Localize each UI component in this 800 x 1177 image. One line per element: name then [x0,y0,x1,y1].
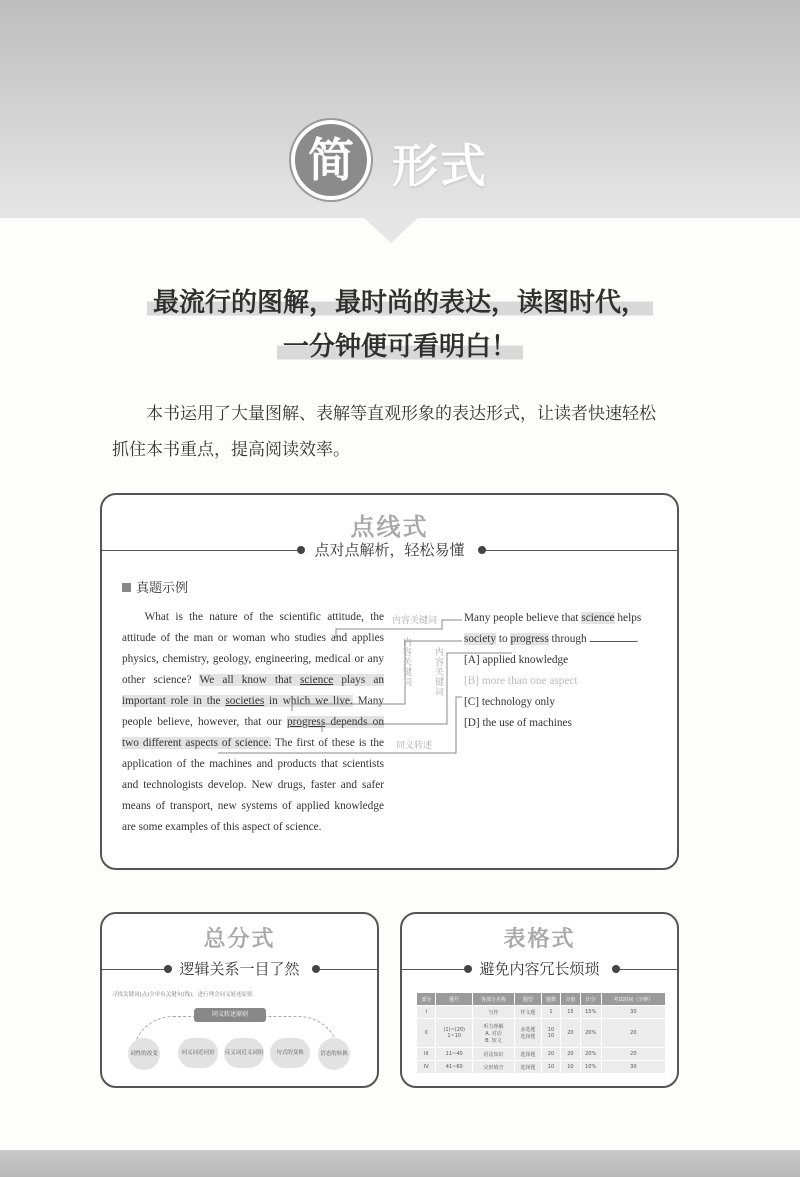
intro-paragraph: 本书运用了大量图解、表解等直观形象的表达形式，让读者快速轻松抓住本书重点，提高阅读效率。 [112,404,656,460]
total-rule-right [320,969,377,970]
stem-end: . [635,633,639,645]
passage-hl-1a: We all know that [199,674,301,686]
answer-blank [590,631,636,642]
option-c [464,692,666,713]
footer-band [0,1150,800,1177]
table-cell: 15% [580,1006,601,1019]
stem-part-3: to [496,633,511,645]
table-cell: 20 [601,1019,665,1048]
hero-badge [291,120,371,200]
tree-leaf-3: 反义词近义词组 [224,1038,264,1068]
passage-keyword-science: science [300,674,334,686]
table-cell: 10% [580,1061,601,1074]
option-a [464,650,666,671]
table-row [417,1019,666,1048]
table-rule-right [620,969,677,970]
passage-hl-1e: in which we live. [264,695,353,707]
stem-keyword-science: science [581,612,615,624]
table-cell: 语法知识 [473,1048,515,1061]
stem-part-1: Many people believe that [464,612,582,624]
total-subtitle-row [102,958,377,980]
stem-keyword-society: society [464,633,496,645]
table-cell: III [417,1048,436,1061]
label-keyword-vertical-1: 内容关键词 [401,637,411,687]
question-stem [464,608,666,650]
table-cell: 听力理解 A. 对话 B. 短文 [473,1019,515,1048]
tree-leaf-5: 语态的转换 [318,1038,350,1070]
table-row [417,1061,666,1074]
table-cell: IV [417,1061,436,1074]
table-cell: 20% [580,1019,601,1048]
table-subtitle: 避免内容冗长烦琐 [479,960,600,978]
table-cell [436,1006,473,1019]
dotline-title: 点线式 [350,513,429,541]
table-cell: (1)~(20) 1~10 [436,1019,473,1048]
hero-badge-char: 简 [308,133,354,187]
option-b-text: more than one aspect [481,675,578,687]
option-a-key: [A] [464,654,480,666]
option-d-key: [D] [464,717,480,729]
table-cell: 15 [561,1006,580,1019]
dotline-subtitle: 点对点解析，轻松易懂 [314,541,465,559]
table-title: 表格式 [503,927,576,952]
table-cell: 选择题 [514,1061,541,1074]
label-keyword-top: 内容关键词 [392,616,438,626]
tree-leaf-4: 句式的变换 [270,1038,310,1068]
option-a-text: applied knowledge [482,654,569,666]
option-d [464,713,666,734]
table-cell: I [417,1006,436,1019]
stem-keyword-progress: progress [510,633,549,645]
table-cell: 选择题 [514,1048,541,1061]
table-header: 各部分名称 [473,993,515,1006]
table-cell: 10 [561,1061,580,1074]
stem-part-2: helps [614,612,642,624]
option-c-text: technology only [481,696,555,708]
table-subtitle-row [402,958,677,980]
table-header: 题型 [514,993,541,1006]
passage-part-3: The first of these is the application of the machines and products that scientists and technologists develop. New drugs, faster and safer means of transport, new systems of applied knowledge are some examples of this aspect of science. [122,737,384,833]
slogan-line-2 [0,326,800,363]
table-cell: 20% [580,1048,601,1061]
total-title: 总分式 [203,927,276,952]
label-keyword-vertical-2: 内容关键词 [433,647,443,697]
table-header: 考试时间（分钟） [601,993,665,1006]
table-cell: 11~40 [436,1048,473,1061]
total-card [100,912,379,1088]
table-header: 计分 [580,993,601,1006]
table-cell: 完形填空 [473,1061,515,1074]
label-paraphrase: 同义转述 [396,741,433,751]
header-notch [363,217,419,243]
hero-title: 形式 [392,139,488,193]
table-header: 分值 [561,993,580,1006]
table-cell: 写作 [473,1006,515,1019]
table-card [400,912,679,1088]
table-header: 部分 [417,993,436,1006]
table-cell: 30 [601,1006,665,1019]
table-cell: 1 [541,1006,560,1019]
tree-top-text: 寻找关键词(点)全单有关键句(线)，进行理会同义转述原则。 [112,992,259,998]
table-row [417,1006,666,1019]
stem-part-4: through [548,633,587,645]
table-cell: 41~60 [436,1061,473,1074]
table-header: 题号 [436,993,473,1006]
passage-keyword-progress: progress [286,716,326,728]
tree-leaf-1: 词性的改变 [128,1038,160,1070]
total-dot-right [312,965,320,973]
table-cell: II [417,1019,436,1048]
option-b [464,671,666,692]
passage-hl-1c: plays an important role in the [122,674,384,707]
table-cell: 20 [561,1048,580,1061]
table-cell: 20 [541,1048,560,1061]
slogan-line-2-text: 一分钟便可看明白！ [277,332,523,362]
option-d-text: the use of machines [482,717,572,729]
table-cell: 20 [561,1019,580,1048]
table-cell: 20 [601,1048,665,1061]
sample-table [416,992,666,1074]
table-row [417,1048,666,1061]
table-cell: 作文题 [514,1006,541,1019]
passage-part-1: What is the nature of the scientific attitude, the attitude of the man or woman who studies and applies physics, chemistry, geology, engineering, medical or any other science? [122,611,384,686]
tree-root: 同义转述原则 [194,1008,266,1022]
table-cell: 30 [601,1061,665,1074]
table-cell: 多选题 选择题 [514,1019,541,1048]
table-cell: 10 10 [541,1019,560,1048]
passage-hl-2b: depends on two different aspects of science. [122,716,384,749]
slogan-line-1 [0,282,800,319]
option-b-key: [B] [464,675,480,687]
option-c-key: [C] [464,696,480,708]
example-label-text: 真题示例 [136,581,189,596]
question-block [464,608,666,734]
passage-keyword-societies: societies [225,695,265,707]
total-subtitle: 逻辑关系一目了然 [179,960,300,978]
passage-part-2: Many people believe, however, that our [122,695,384,728]
table-dot-right [612,965,620,973]
table-header: 题数 [541,993,560,1006]
table-header-row [417,993,666,1006]
tree-leaf-2: 同义词近词语 [178,1038,218,1068]
slogan-line-1-text: 最流行的图解，最时尚的表达，读图时代， [147,288,653,318]
dotline-card [100,493,679,870]
table-cell: 10 [541,1061,560,1074]
